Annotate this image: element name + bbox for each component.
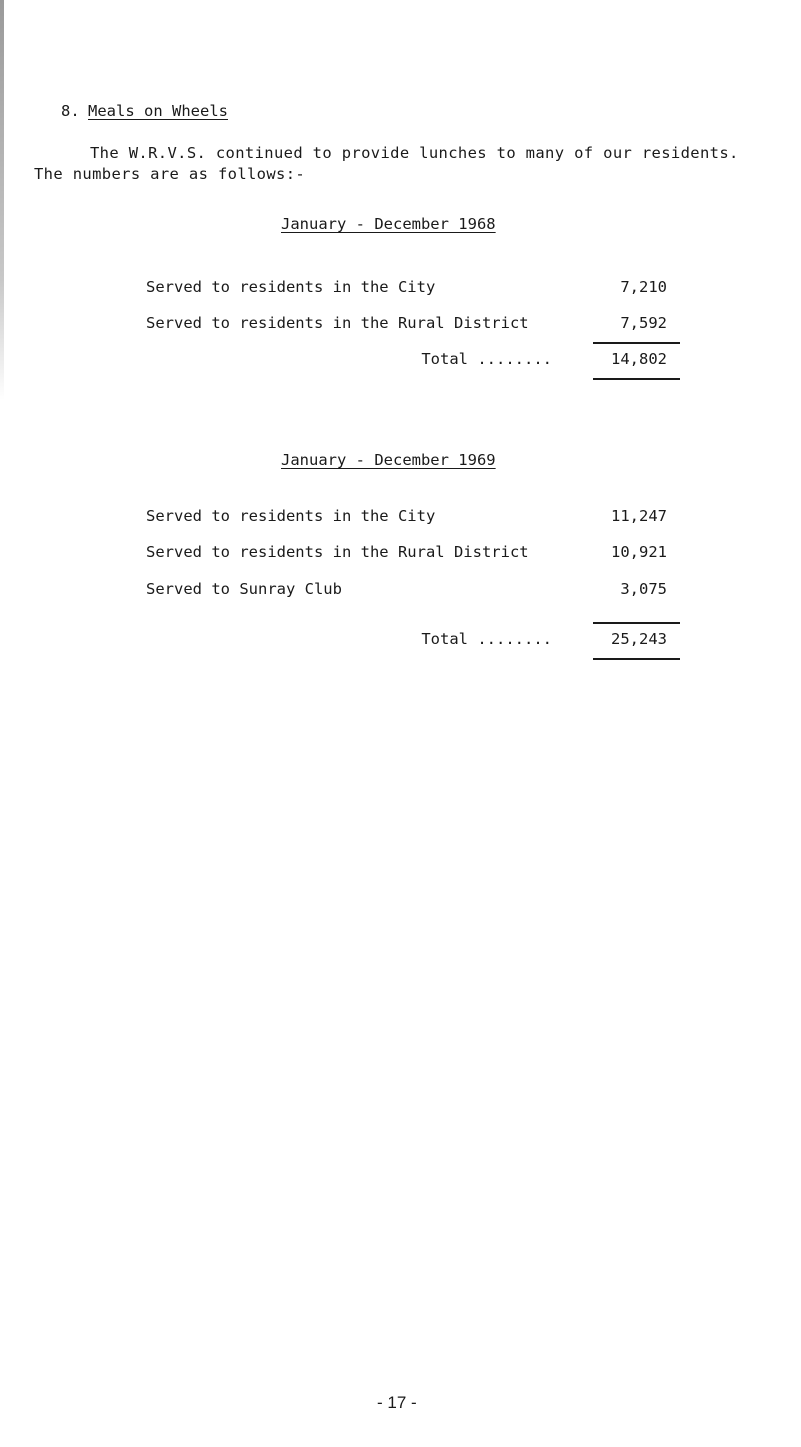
section-number: 8. [61, 102, 80, 120]
table-1969-row-value: 11,247 [611, 507, 667, 525]
table-1969-total-value: 25,243 [611, 630, 667, 648]
table-1969-total-top-rule [593, 622, 680, 624]
table-1969-row-value: 10,921 [611, 543, 667, 561]
table-1968-row-label: Served to residents in the Rural District [146, 314, 529, 332]
table-1968-total-label: Total ........ [421, 350, 552, 368]
table-1969-row-label: Served to Sunray Club [146, 580, 342, 598]
table-1969-row-label: Served to residents in the Rural District [146, 543, 529, 561]
table-1969-row-value: 3,075 [620, 580, 667, 598]
table-1968-period: January - December 1968 [281, 215, 496, 233]
table-1969-total-bottom-rule [593, 658, 680, 660]
section-heading: Meals on Wheels [88, 102, 228, 120]
table-1968-row-label: Served to residents in the City [146, 278, 436, 296]
table-1968-row-value: 7,592 [620, 314, 667, 332]
table-1969-row-label: Served to residents in the City [146, 507, 436, 525]
intro-line-2: The numbers are as follows:- [34, 165, 306, 183]
page-number: - 17 - [377, 1393, 417, 1412]
table-1968-total-value: 14,802 [611, 350, 667, 368]
table-1968-total-bottom-rule [593, 378, 680, 380]
page-edge-shadow [0, 0, 4, 400]
table-1968-total-top-rule [593, 342, 680, 344]
table-1969-period: January - December 1969 [281, 451, 496, 469]
table-1969-total-label: Total ........ [421, 630, 552, 648]
table-1968-row-value: 7,210 [620, 278, 667, 296]
intro-line-1: The W.R.V.S. continued to provide lunches to many of our residents. [90, 144, 739, 162]
